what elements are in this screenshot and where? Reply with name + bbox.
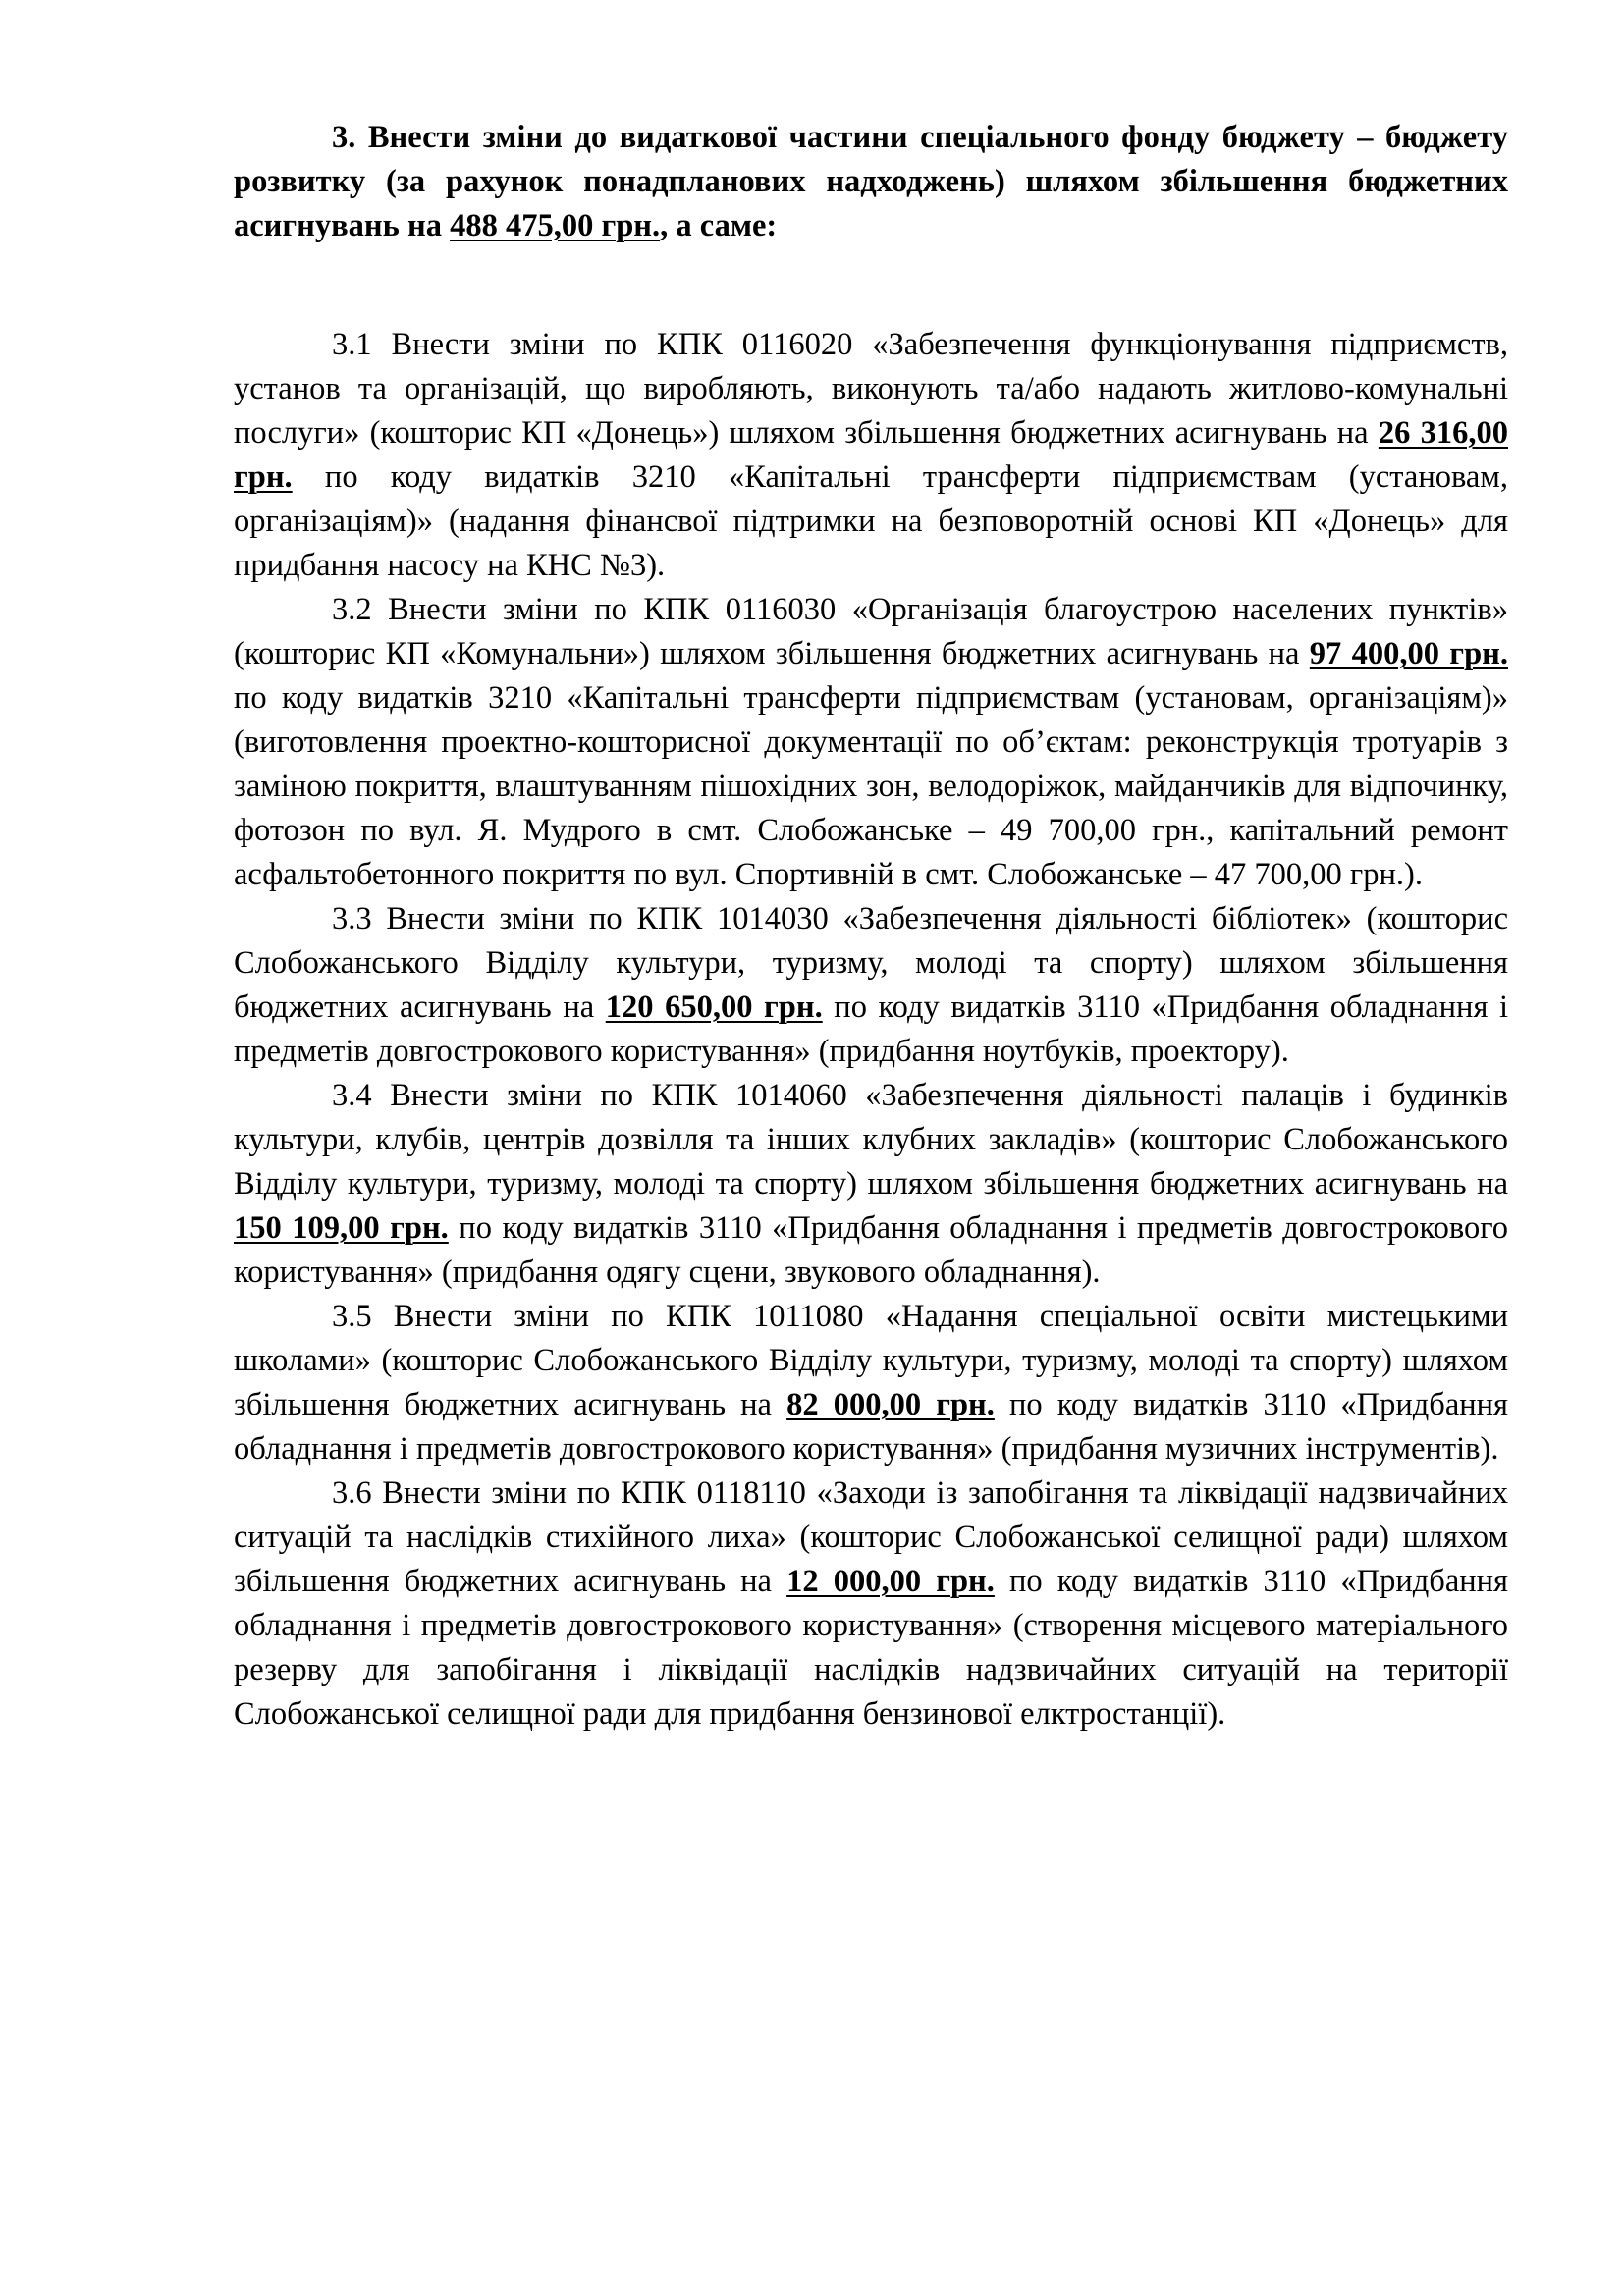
item-text-end: по коду видатків 3210 «Капітальні трансферти підприємствам (установам, організаціям)» (виготовлення проектно-кошторисної документації по об’єктам: реконструкція тротуарів з заміною покриття, влаштуванням пішохідних зон, велодоріжок, майданчиків для відпочинку, фотозон по вул. Я. Мудрого в смт. Слобожанське – 49 700,00 грн., капітальний ремонт асфальтобетонного покриття по вул. Спортивній в смт. Слобожанське – 47 700,00 грн.). [234,680,1508,892]
heading-total-amount: 488 475,00 грн. [450,208,661,243]
item-text: 3.1 Внести зміни по КПК 0116020 «Забезпечення функціонування підприємств, установ та організацій, що виробляють, виконують та/або надають житлово-комунальні послуги» (кошторис КП «Донець») шляхом збільшення бюджетних асигнувань на [234,327,1508,451]
item-amount: 150 109,00 грн. [234,1210,449,1246]
document-body [234,116,1508,1736]
item-text-end: по коду видатків 3210 «Капітальні трансферти підприємствам (установам, організаціям)» (надання фінансвої підтримки на безповоротній основі КП «Донець» для придбання насосу на КНС №3). [234,459,1508,583]
item-3-3 [234,897,1508,1074]
item-text-end: по коду видатків 3110 «Придбання обладнання і предметів довгострокового користування» (придбання музичних інструментів). [234,1387,1509,1467]
item-text-end: по коду видатків 3110 «Придбання обладнання і предметів довгострокового користування» (створення місцевого матеріального резерву для запобігання і ліквідації наслідків надзвичайних ситуацій на території Слобожанської селищної ради для придбання бензинової елктростанції). [234,1564,1509,1732]
item-3-2 [234,588,1508,897]
item-text: 3.6 Внести зміни по КПК 0118110 «Заходи із запобігання та ліквідації надзвичайних ситуацій та наслідків стихійного лиха» (кошторис Слобожанської селищної ради) шляхом збільшення бюджетних асигнувань на [234,1475,1508,1599]
heading-text-end: , а саме: [660,208,778,243]
item-text: 3.2 Внести зміни по КПК 0116030 «Організація благоустрою населених пунктів» (кошторис КП «Комунальни») шляхом збільшення бюджетних асигнувань на [234,592,1508,671]
item-amount: 12 000,00 грн. [786,1564,995,1599]
item-amount: 82 000,00 грн. [786,1387,995,1422]
item-amount: 120 650,00 грн. [605,989,823,1025]
item-3-5 [234,1295,1508,1471]
item-3-4 [234,1074,1508,1295]
item-text-end: по коду видатків 3110 «Придбання обладнання і предметів довгострокового користування» (придбання ноутбуків, проектору). [234,989,1509,1069]
heading-text: 3. Внести зміни до видаткової частини спеціального фонду бюджету – бюджету розвитку (за рахунок понадпланових надходжень) шляхом збільшення бюджетних асигнувань на [234,120,1508,243]
item-amount: 97 400,00 грн. [1309,636,1508,671]
item-3-1 [234,323,1508,588]
item-text: 3.4 Внести зміни по КПК 1014060 «Забезпечення діяльності палаців і будинків культури, клубів, центрів дозвілля та інших клубних закладів» (кошторис Слобожанського Відділу культури, туризму, молоді та спорту) шляхом збільшення бюджетних асигнувань на [234,1078,1508,1201]
item-amount: 26 316,00 грн. [234,415,1508,495]
item-text-end: по коду видатків 3110 «Придбання обладнання і предметів довгострокового користування» (придбання одягу сцени, звукового обладнання). [234,1210,1509,1290]
item-3-6 [234,1471,1508,1736]
section-heading [234,116,1508,248]
item-text: 3.3 Внести зміни по КПК 1014030 «Забезпечення діяльності бібліотек» (кошторис Слобожанського Відділу культури, туризму, молоді та спорту) шляхом збільшення бюджетних асигнувань на [234,901,1508,1025]
item-text: 3.5 Внести зміни по КПК 1011080 «Надання спеціальної освіти мистецькими школами» (кошторис Слобожанського Відділу культури, туризму, молоді та спорту) шляхом збільшення бюджетних асигнувань на [234,1299,1508,1422]
section-spacer [234,248,1508,323]
